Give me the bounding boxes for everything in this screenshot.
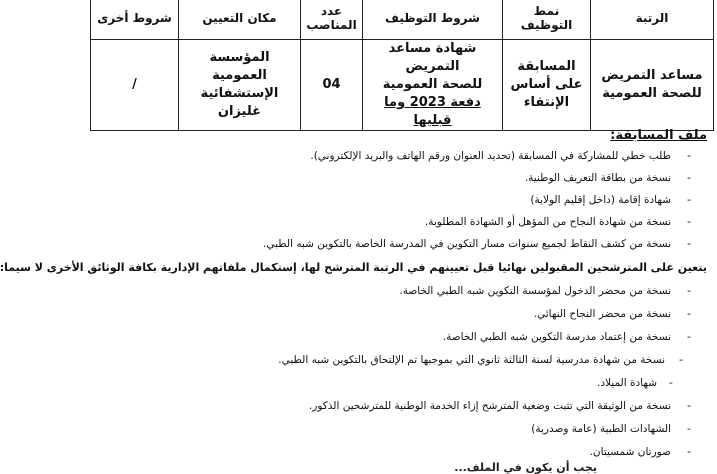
contest-file-list — [90, 150, 705, 260]
list-item: - نسخة من الوثيقة التي تثبت وضعية المترشح إزاء الخدمة الوطنية للمترشحين الذكور. — [90, 400, 705, 423]
cell-recruitment-conditions — [363, 40, 503, 131]
cell-recruitment-mode: المسابقة على أساس الإنتقاء — [503, 40, 591, 131]
table-header-row — [91, 0, 714, 40]
list-item: - صورتان شمسيتان. — [90, 446, 705, 469]
cell-assignment-place: المؤسسة العمومية الإستشفائية غليزان — [179, 40, 301, 131]
truncated-text-line: يجب أن يكون في الملف... — [454, 461, 597, 474]
header-assignment-place: مكان التعيين — [179, 0, 301, 40]
list-item: - نسخة من محضر النجاح النهائي. — [90, 308, 705, 331]
contest-file-heading: ملف المسابقة: — [610, 128, 707, 143]
recruitment-table — [90, 0, 714, 131]
list-item: - نسخة من محضر الدخول لمؤسسة التكوين شبه الطبي الخاصة. — [90, 285, 705, 308]
list-item: - طلب خطي للمشاركة في المسابقة (تحديد العنوان ورقم الهاتف والبريد الإلكتروني). — [90, 150, 705, 172]
list-item: - نسخة من إعتماد مدرسة التكوين شبه الطبي الخاصة. — [90, 331, 705, 354]
table-row — [91, 40, 714, 131]
header-recruitment-mode: نمط التوظيف — [503, 0, 591, 40]
conditions-line-2: للصحة العمومية — [382, 77, 483, 92]
list-item: - نسخة من بطاقة التعريف الوطنية. — [90, 172, 705, 194]
conditions-line-3: دفعة 2023 وما قبليها — [384, 95, 481, 128]
header-recruitment-conditions: شروط التوظيف — [363, 0, 503, 40]
list-item: - نسخة من شهادة النجاح من المؤهل أو الشهادة المطلوبة. — [90, 216, 705, 238]
header-positions-count: عدد المناصب — [301, 0, 363, 40]
cell-other-conditions: / — [91, 40, 179, 131]
header-rank: الرتبة — [591, 0, 714, 40]
header-other-conditions: شروط أخرى — [91, 0, 179, 40]
cell-rank: مساعد التمريض للصحة العمومية — [591, 40, 714, 131]
conditions-line-1: شهادة مساعد التمريض — [388, 41, 477, 74]
list-item: - الشهادات الطبية (عامة وصدرية) — [90, 423, 705, 446]
list-item: - نسخة من كشف النقاط لجميع سنوات مسار التكوين في المدرسة الخاصة بالتكوين شبه الطبي. — [90, 238, 705, 260]
list-item: - شهادة إقامة (داخل إقليم الولاية) — [90, 194, 705, 216]
cell-positions-count: 04 — [301, 40, 363, 131]
list-item: - شهادة الميلاد. — [90, 377, 705, 400]
list-item: - نسخة من شهادة مدرسية لسنة الثالثة ثانوي التي بموجبها تم الإلتحاق بالتكوين شبه الطبي. — [90, 354, 705, 377]
final-candidates-list — [90, 285, 705, 474]
final-candidates-obligation: يتعين على المترشحين المقبولين نهائيا قبل تعيينهم في الرتبة المترشح لها، إستكمال ملفاتهم الإدارية بكافة الوثائق الأخرى لا سيما: — [0, 261, 707, 274]
